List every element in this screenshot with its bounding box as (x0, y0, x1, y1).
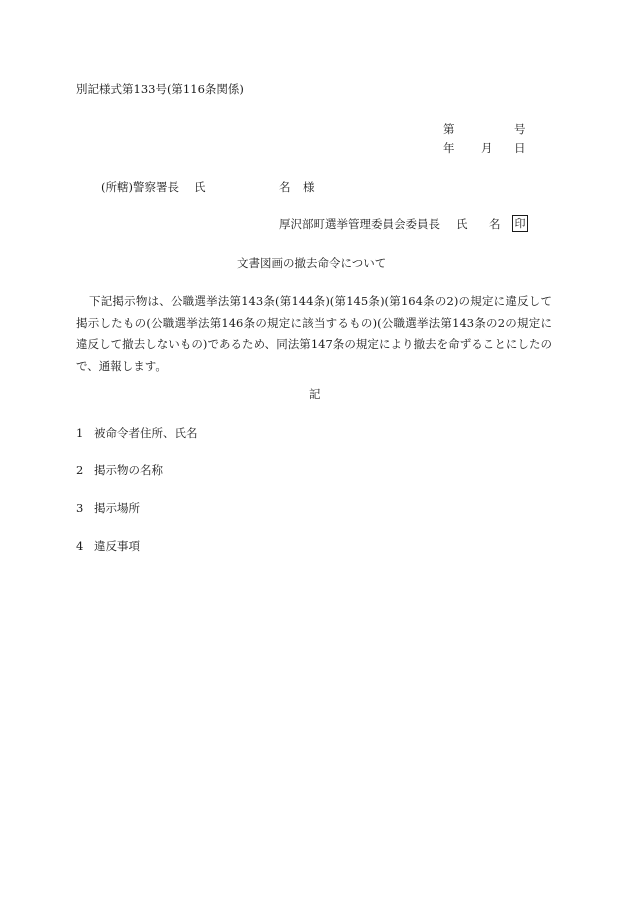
date-day: 日 (514, 141, 526, 155)
list-item (76, 465, 163, 477)
list-item (76, 503, 140, 515)
ki-heading: 記 (309, 387, 321, 401)
document-number-suffix: 号 (514, 122, 526, 136)
seal-stamp: 印 (512, 215, 528, 232)
addressee-organization: (所轄)警察署長 (101, 180, 179, 194)
list-item-number: 3 (76, 501, 84, 515)
list-item (76, 428, 198, 440)
list-item-text: 掲示物の名称 (94, 463, 163, 477)
list-item-number: 4 (76, 539, 84, 553)
form-number: 別記様式第133号(第116条関係) (76, 82, 244, 96)
addressee-shi: 氏 (194, 180, 206, 194)
sender-name: 名 (489, 217, 501, 231)
subject-title: 文書図画の撤去命令について (237, 256, 387, 270)
date-month: 月 (481, 141, 493, 155)
sender-title: 厚沢部町選挙管理委員会委員長 (279, 217, 440, 231)
list-item-number: 2 (76, 463, 84, 477)
date-year: 年 (443, 141, 455, 155)
list-item-number: 1 (76, 426, 84, 440)
sender-shi: 氏 (456, 217, 468, 231)
body-paragraph: 下記掲示物は、公職選挙法第143条(第144条)(第145条)(第164条の2)の規定に違反して掲示したもの(公職選挙法第146条の規定に該当するもの)(公職選挙法第143条の2の規定に違反して撤去しないもの)であるため、同法第147条の規定により撤去を命ずることにしたので、通報します。 (76, 294, 552, 373)
addressee-honorific: 様 (303, 180, 315, 194)
list-item-text: 違反事項 (94, 539, 140, 553)
document-number-label: 第 (443, 122, 455, 136)
addressee-name: 名 (279, 180, 291, 194)
list-item (76, 541, 140, 553)
list-item-text: 被命令者住所、氏名 (94, 426, 198, 440)
list-item-text: 掲示場所 (94, 501, 140, 515)
